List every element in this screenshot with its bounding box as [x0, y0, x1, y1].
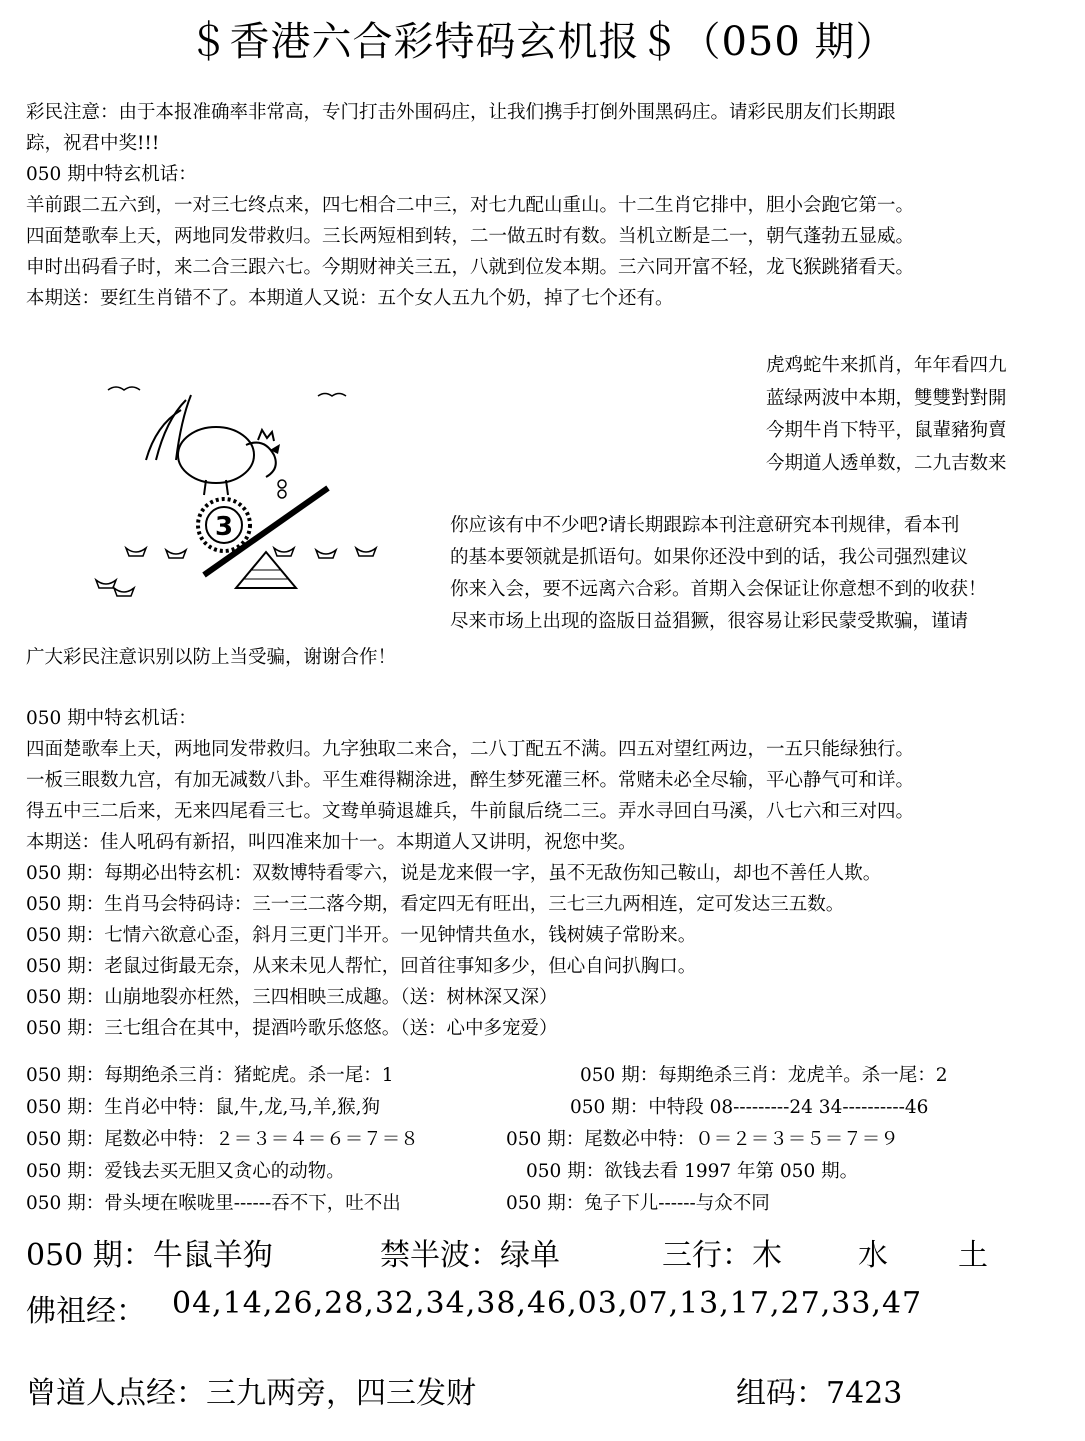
- second-line: 050 期：每期必出特玄机：双数博特看零六，说是龙来假一字，虽不无敌伤知己鞍山，却也不善任人欺。: [26, 863, 882, 884]
- fozu-label: 佛祖经：: [26, 1294, 146, 1329]
- poem-line: 蓝绿两波中本期，雙雙對對開: [766, 387, 1007, 409]
- poem-block: [766, 350, 1007, 480]
- banwave-line: 禁半波：绿单: [380, 1238, 560, 1273]
- ball-number: 3: [214, 512, 234, 542]
- ad-line: 尽来市场上出现的盗版日益猖獗，很容易让彩民蒙受欺骗，谨请: [450, 611, 969, 632]
- second-line: 050 期：老鼠过街最无奈，从来未见人帮忙，回首往事知多少，但心自问扒胸口。: [26, 956, 697, 977]
- rooster-illustration: [86, 370, 446, 610]
- notice-line: 彩民注意：由于本报准确率非常高，专门打击外围码庄，让我们携手打倒外围黑码庄。请彩民朋友们长期跟: [26, 102, 896, 123]
- pair-left: 050 期：每期绝杀三肖：猪蛇虎。杀一尾：1: [26, 1065, 394, 1086]
- notice-block: [26, 97, 1062, 314]
- second-line: 一板三眼数九宫，有加无减数八卦。平生难得糊涂进，醉生梦死灌三杯。常赌未必全尽输，平心静气可和详。: [26, 770, 915, 791]
- pair-right: 050 期：每期绝杀三肖：龙虎羊。杀一尾：2: [580, 1065, 948, 1086]
- poem-line: 今期道人透单数，二九吉数来: [766, 452, 1007, 474]
- ad-line: 的基本要领就是抓语句。如果你还没中到的话，我公司强烈建议: [450, 547, 969, 568]
- notice-line: 申时出码看子时，来二合三跟六七。今期财神关三五，八就到位发本期。三六同开富不轻，龙飞猴跳猪看天。: [26, 257, 915, 278]
- poem-line: 今期牛肖下特平，鼠輩豬狗賣: [766, 420, 1007, 441]
- pair-left: 050 期：爱钱去买无胆又贪心的动物。: [26, 1161, 345, 1182]
- element-water: 水: [858, 1238, 888, 1273]
- pair-left: 050 期：骨头埂在喉咙里------吞不下，吐不出: [26, 1193, 401, 1214]
- second-line: 得五中三二后来，无来四尾看三七。文鸯单骑退雄兵，牛前鼠后绕二三。弄水寻回白马溪，八七六和三对四。: [26, 801, 915, 822]
- ad-line: 广大彩民注意识别以防上当受骗，谢谢合作！: [26, 647, 397, 668]
- zeng-line: 曾道人点经：三九两旁，四三发财: [26, 1376, 476, 1411]
- second-line: 四面楚歌奉上天，两地同发带救归。九字独取二来合，二八丁配五不满。四五对望红两边，一五只能绿独行。: [26, 739, 915, 760]
- pair-left: 050 期：尾数必中特：２＝３＝４＝６＝７＝８: [26, 1129, 419, 1150]
- ad-line: 你应该有中不少吧?请长期跟踪本刊注意研究本刊规律，看本刊: [450, 515, 960, 536]
- pair-left: 050 期：生肖必中特：鼠,牛,龙,马,羊,猴,狗: [26, 1097, 380, 1118]
- ad-line: 你来入会，要不远离六合彩。首期入会保证让你意想不到的收获！: [450, 579, 987, 600]
- elements-line: 三行：木: [662, 1238, 782, 1273]
- notice-line: 踪，祝君中奖!!!: [26, 133, 160, 154]
- second-line: 本期送：佳人吼码有新招，叫四准来加十一。本期道人又讲明，祝您中奖。: [26, 832, 637, 853]
- pair-right: 050 期：中特段 08---------24 34----------46: [570, 1097, 929, 1118]
- notice-line: 四面楚歌奉上天，两地同发带救归。三长两短相到转，二一做五时有数。当机立断是二一，朝气蓬勃五显威。: [26, 226, 915, 247]
- ad-block: [450, 510, 987, 638]
- second-block: [26, 703, 1062, 1044]
- notice-line: 羊前跟二五六到，一对三七终点来，四七相合二中三，对七九配山重山。十二生肖它排中，胆小会跑它第一。: [26, 195, 915, 216]
- second-line: 050 期：生肖马会特码诗：三一三二落今期，看定四无有旺出，三七三九两相连，定可发达三五数。: [26, 894, 845, 915]
- fozu-numbers: 04,14,26,28,32,34,38,46,03,07,13,17,27,33,47: [172, 1286, 923, 1321]
- notice-line: 050 期中特玄机话：: [26, 164, 197, 185]
- element-earth: 土: [958, 1238, 988, 1273]
- zuma-line: 组码：7423: [736, 1376, 903, 1411]
- second-line: 050 期：七情六欲意心歪，斜月三更门半开。一见钟情共鱼水，钱树姨子常盼来。: [26, 925, 697, 946]
- pair-right: 050 期：欲钱去看 1997 年第 050 期。: [526, 1161, 859, 1182]
- page-title: ＄香港六合彩特码玄机报＄（050 期）: [188, 19, 897, 65]
- second-line: 050 期中特玄机话：: [26, 708, 197, 729]
- notice-line: 本期送：要红生肖错不了。本期道人又说：五个女人五九个奶，掉了七个还有。: [26, 288, 674, 309]
- pair-right: 050 期：尾数必中特：０＝２＝３＝５＝７＝９: [506, 1129, 899, 1150]
- second-line: 050 期：三七组合在其中，提酒吟歌乐悠悠。（送：心中多宠爱）: [26, 1018, 558, 1039]
- pair-right: 050 期：兔子下儿------与众不同: [506, 1193, 770, 1214]
- zodiac-line: 050 期：牛鼠羊狗: [26, 1238, 273, 1273]
- second-line: 050 期：山崩地裂亦枉然，三四相映三成趣。（送：树林深又深）: [26, 987, 558, 1008]
- poem-line: 虎鸡蛇牛来抓肖，年年看四九: [766, 355, 1007, 376]
